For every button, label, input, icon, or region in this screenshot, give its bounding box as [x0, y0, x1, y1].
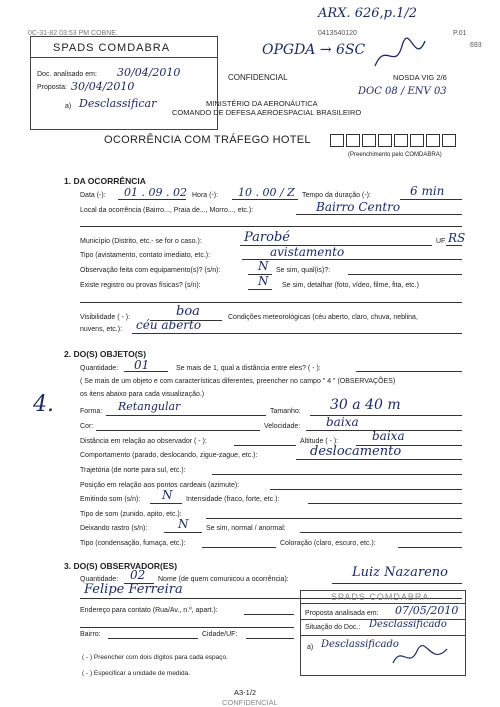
tipo-value: avistamento — [270, 245, 345, 259]
code-box-8 — [442, 134, 456, 147]
obs-quantidade-label: Quantidade: — [80, 576, 119, 583]
stamp2-signature-scribble — [391, 643, 451, 671]
rastro-normal-label: Se sim, normal / anormal: — [206, 525, 286, 532]
code-box-6 — [410, 134, 424, 147]
quantidade-value: 01 — [134, 358, 150, 372]
registro-value: N — [258, 274, 269, 288]
hora-label: Hora (-): — [192, 192, 219, 199]
doc-note-handwritten: DOC 08 / ENV 03 — [358, 86, 447, 97]
code-box-7 — [426, 134, 440, 147]
nosda-code: NOSDA VIG 2/6 — [393, 73, 447, 82]
municipio-value: Parobé — [244, 230, 290, 245]
tamanho-label: Tamanho: — [270, 408, 301, 415]
reference-handwritten: ARX. 626,p.1/2 — [318, 6, 418, 21]
sign-value: Desclassificar — [79, 97, 157, 110]
stamp2-situacao-label: Situação do Doc.: — [305, 624, 361, 631]
footnote-1: ( - ) Preencher com dois dígitos para cada espaço. — [82, 654, 228, 661]
objeto-note-2: os itens abaixo para cada visualização.) — [80, 391, 205, 398]
doc-analyzed-value: 30/04/2010 — [117, 66, 181, 79]
stamp2-sign-prefix: a) — [307, 644, 314, 651]
obs-qual-label: Se sim, qual(is)?: — [276, 267, 331, 274]
mais-label: Se mais de 1, qual a distância entre eles? ( - ): — [176, 365, 321, 372]
proposta-label: Proposta: — [37, 84, 67, 91]
footer-confidencial: CONFIDENCIAL — [222, 698, 278, 707]
objeto-note-1: ( Se mais de um objeto e com características diferentes, preencher no campo " 4 " (OBSERVAÇÕES) — [80, 378, 396, 385]
spads-stamp-2 — [300, 590, 466, 676]
tamanho-value: 30 a 40 m — [330, 397, 401, 413]
ministerio: MINISTÉRIO DA AERONÁUTICA — [206, 99, 318, 108]
footnote-2: ( - ) Especificar a unidade de medida. — [82, 670, 191, 677]
sign-prefix: a) — [65, 103, 72, 110]
distancia-label: Distância em relação ao observador ( - ): — [80, 438, 207, 445]
rastro-label: Deixando rastro (s/n): — [80, 525, 148, 532]
tipo-label: Tipo (avistamento, contato imediato, etc.): — [80, 252, 211, 259]
code-box-3 — [362, 134, 376, 147]
corner-number: 693 — [470, 42, 482, 49]
rastro-value: N — [178, 517, 189, 531]
duracao-value: 6 min — [410, 184, 445, 198]
uf-value: RS — [448, 231, 466, 245]
page-title: OCORRÊNCIA COM TRÁFEGO HOTEL — [104, 134, 311, 146]
stamp2-title: SPADS COMDABRA — [331, 592, 430, 602]
stamp2-situacao-value: Desclassificado — [369, 619, 447, 630]
municipio-label: Município (Distrito, etc.- se for o caso.): — [80, 238, 202, 245]
altitude-label: Altitude ( - ): — [300, 438, 339, 445]
obs-quantidade-value: 02 — [130, 568, 146, 582]
emitindo-value: N — [162, 488, 173, 502]
stamp-title: SPADS COMDABRA — [53, 42, 171, 54]
local-value: Bairro Centro — [316, 200, 401, 214]
uf-label: UF — [436, 238, 446, 245]
preenchimento-note: (Preenchimento pelo COMDABRA) — [348, 152, 442, 158]
trajetoria-label: Trajetória (de norte para sul, etc.): — [80, 467, 186, 474]
page-marker: P.01 — [453, 30, 467, 37]
stamp2-proposta-value: 07/05/2010 — [395, 604, 459, 617]
bairro-label: Bairro: — [80, 631, 101, 638]
endereco-label: Endereço para contato (Rua/Av., n.º, apart.): — [80, 607, 218, 614]
margin-mark-4: 4. — [33, 392, 54, 417]
code-box-5 — [394, 134, 408, 147]
cidade-label: Cidade/UF: — [202, 631, 238, 638]
condicoes-label-2: nuvens, etc.): — [80, 326, 123, 333]
registro-label: Existe registro ou provas físicas? (s/n): — [80, 282, 201, 289]
altitude-value: baixa — [372, 429, 405, 443]
forma-label: Forma: — [80, 408, 103, 415]
section1-heading: 1. DA OCORRÊNCIA — [64, 176, 146, 186]
obs-value: N — [258, 259, 269, 273]
visibilidade-value: boa — [176, 304, 200, 319]
footer-page-code: A3-1/2 — [234, 688, 257, 697]
nome-value-2: Felipe Ferreira — [84, 582, 183, 597]
hora-value: 10 . 00 / Z — [238, 186, 295, 199]
posicao-label: Posição em relação aos pontos cardeais (azimute): — [80, 482, 240, 489]
nome-value: Luiz Nazareno — [352, 565, 448, 580]
section2-heading: 2. DO(S) OBJETO(S) — [64, 349, 147, 359]
proposta-value: 30/04/2010 — [71, 80, 135, 93]
code-box-4 — [378, 134, 392, 147]
doc-analyzed-label: Doc. analisado em: — [37, 71, 97, 78]
nome-label: Nome (de quem comunicou a ocorrência): — [158, 576, 289, 583]
comando: COMANDO DE DEFESA AEROESPACIAL BRASILEIRO — [172, 108, 362, 117]
stamp2-proposta-label: Proposta analisada em: — [305, 610, 379, 617]
intensidade-label: Intensidade (fraco, forte, etc.): — [186, 496, 280, 503]
velocidade-value: baixa — [326, 415, 359, 429]
obs-label: Observação feita com equipamento(s)? (s/n): — [80, 267, 221, 274]
code-box-2 — [346, 134, 360, 147]
tipo-rastro-label: Tipo (condensação, fumaça, etc.): — [80, 540, 186, 547]
section3-heading: 3. DO(S) OBSERVADOR(ES) — [64, 561, 178, 571]
data-label: Data (-): — [80, 192, 106, 199]
condicoes-label: Condições meteorológicas (céu aberto, claro, chuva, neblina, — [228, 314, 418, 321]
comportamento-label: Comportamento (parado, deslocando, zigue-zague, etc.): — [80, 452, 258, 459]
coloracao-label: Coloração (claro, escuro, etc.): — [280, 540, 376, 547]
comportamento-value: deslocamento — [310, 444, 402, 459]
signature-scribble — [370, 36, 430, 76]
code-box-1 — [330, 134, 344, 147]
condicoes-value: céu aberto — [136, 318, 202, 332]
emitindo-label: Emitindo som (s/n): — [80, 496, 141, 503]
data-value: 01 . 09 . 02 — [124, 186, 187, 199]
fax-code-line: 0C-31-82 03:53 PM COBNE. — [28, 30, 118, 37]
doc-number: 0413540120 — [318, 30, 357, 37]
duracao-label: Tempo da duração (-): — [302, 192, 371, 199]
registro-detalhar: Se sim, detalhar (foto, vídeo, filme, fita, etc.) — [282, 282, 419, 289]
velocidade-label: Velocidade: — [264, 423, 301, 430]
stamp2-sign-value: Desclassificado — [321, 639, 399, 650]
visibilidade-label: Visibilidade ( - ): — [80, 314, 131, 321]
routing-handwritten: OPGDA → 6SC — [262, 42, 366, 58]
confidencial-header: CONFIDENCIAL — [228, 73, 288, 82]
local-label: Local da ocorrência (Bairro..., Praia de..., Morro..., etc.): — [80, 207, 254, 214]
forma-value: Retangular — [118, 400, 181, 413]
quantidade-label: Quantidade: — [80, 365, 119, 372]
tipo-som-label: Tipo de som (zunido, apito, etc.): — [80, 511, 182, 518]
cor-label: Cor: — [80, 423, 94, 430]
